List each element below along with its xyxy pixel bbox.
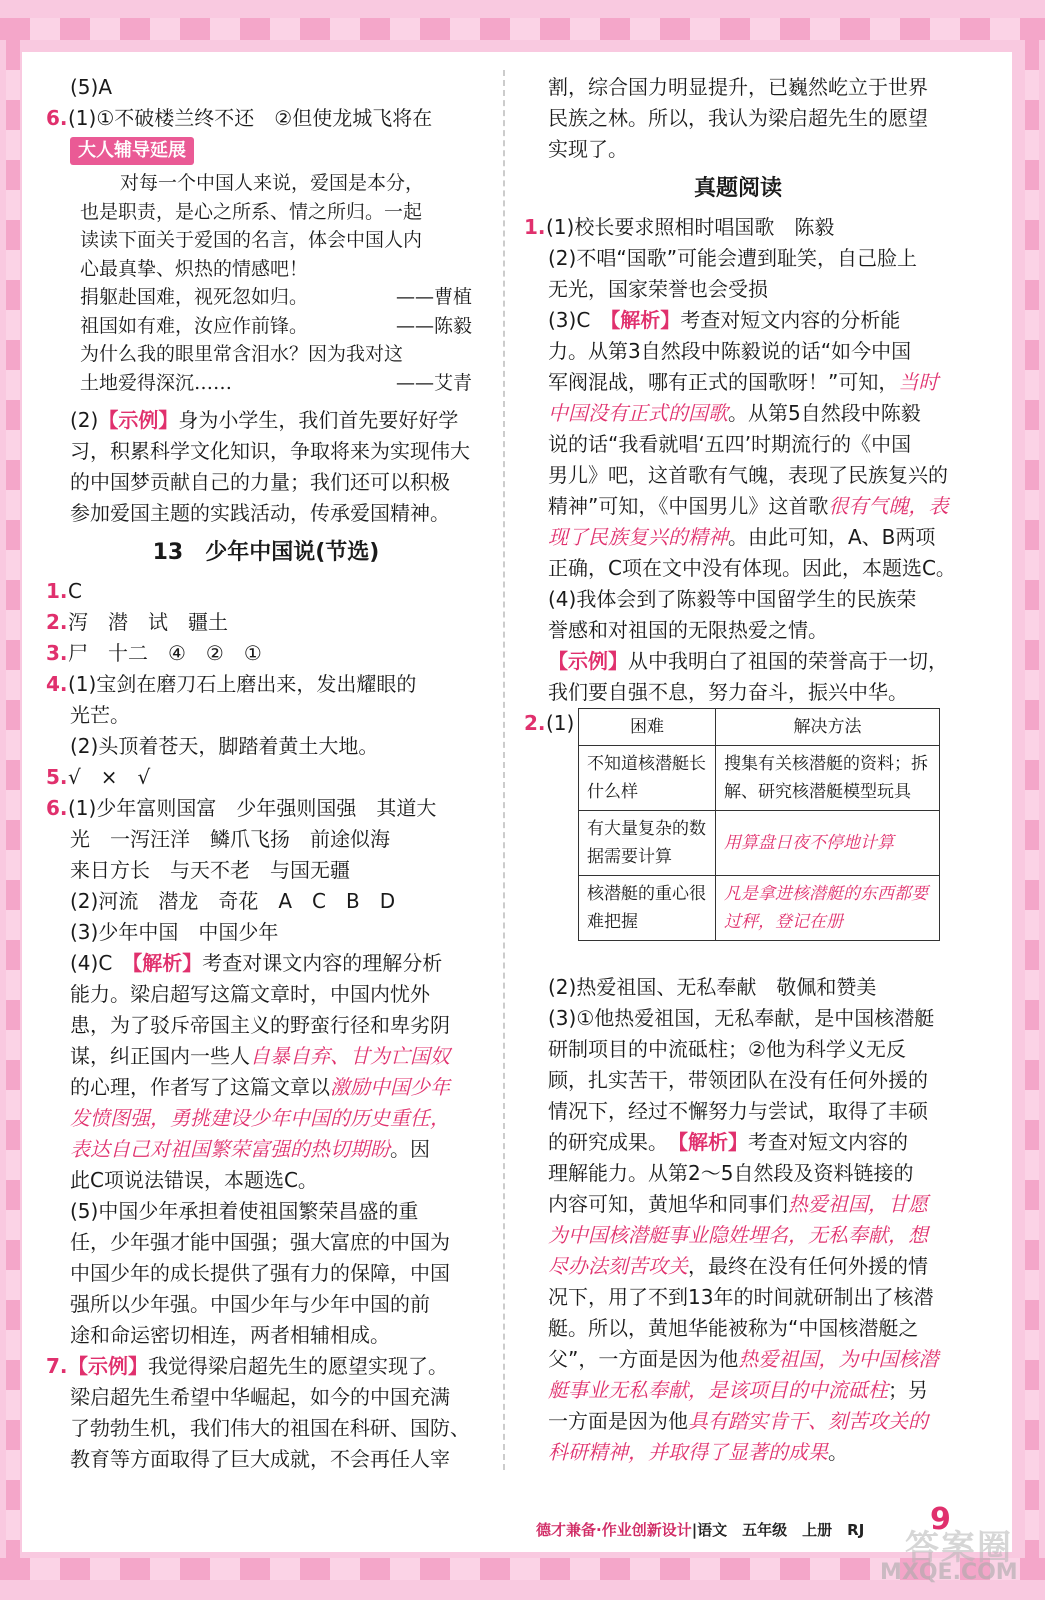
answer-line: 考查对短文内容的分析能 [680,308,901,332]
answer-line: 的中国梦贡献自己的力量；我们还可以积极 [70,470,450,494]
example-label: 【示例】 [68,1354,148,1378]
answer-line: 男儿》吧，这首歌有气魄，表现了民族复兴的 [548,463,948,487]
answer-line: 说的话“我看就唱‘五四’时期流行的《中国 [548,432,912,456]
answer-line: 途和命运密切相连，两者相辅相成。 [70,1323,390,1347]
question-number: 6. [46,106,68,130]
table-cell: 用算盘日夜不停地计算 [716,811,940,876]
answer-line: (2)头顶着苍天，脚踏着黄土大地。 [70,734,379,758]
table-row [579,746,940,811]
answer-line: 光 一泻汪洋 鳞爪飞扬 前途似海 [70,827,390,851]
table-header: 困难 [579,709,716,746]
extension-text: 心最真挚、炽热的情感吧！ [80,257,309,280]
watermark-logo: 答案圈 [905,1528,1013,1568]
answer-line: 任，少年强才能中国强；强大富庶的中国为 [70,1230,450,1254]
answer-line: 身为小学生，我们首先要好好学 [178,408,459,432]
answer-line: 情况下，经过不懈努力与尝试，取得了丰硕 [548,1099,928,1123]
answer-line: 精神”可知，《中国男儿》这首歌 [548,494,829,518]
highlighted-text: 具有踏实肯干、刻苦攻关的 [688,1409,928,1433]
answer-line: (1)①不破楼兰终不还 ②但使龙城飞将在 [68,106,433,130]
highlighted-text: 发愤图强，勇挑建设少年中国的历史重任， [70,1106,450,1130]
quote-line [80,312,486,341]
question-2-block [524,708,952,972]
answer-line: 尸 十二 ④ ② ① [68,641,262,665]
extension-tag: 大人辅导延展 [70,137,194,165]
answer-line: 能力。梁启超写这篇文章时，中国内忧外 [70,982,430,1006]
quote-line [80,283,486,312]
quote-line [80,340,486,369]
answer-line: √ × √ [68,765,151,789]
answer-line: 教育等方面取得了巨大成就，不会再任人宰 [70,1447,450,1471]
answer-line: 无光，国家荣誉也会受损 [548,277,768,301]
highlighted-text: 科研精神，并取得了显著的成果 [548,1440,828,1464]
answer-line: 。从第5自然段中陈毅 [728,401,921,425]
highlighted-text: 艇事业无私奉献，是该项目的中流砥柱 [548,1378,888,1402]
quote-text: 祖国如有难，汝应作前锋。 [80,314,309,337]
highlighted-text: 尽办法刻苦攻关 [548,1254,688,1278]
highlighted-text: 很有气魄，表 [828,494,949,518]
extension-text: 对每一个中国人来说，爱国是本分， [120,172,425,194]
answer-line: 研制项目的中流砥柱；②他为科学义无反 [548,1037,906,1061]
footer-series [536,1519,864,1540]
answer-line: (5)A [70,75,113,99]
section-title: 真题阅读 [693,176,782,201]
answer-line: 力。从第3自然段中陈毅说的话“如今中国 [548,339,912,363]
answer-line: 参加爱国主题的实践活动，传承爱国精神。 [70,501,450,525]
answer-line: 。 [828,1440,848,1464]
answer-line: (2) [70,408,99,432]
answer-line: 此C项说法错误，本题选C。 [70,1168,318,1192]
table-row [579,811,940,876]
answer-line: (2)热爱祖国、无私奉献 敬佩和赞美 [548,975,877,999]
table-header-row [579,709,940,746]
answer-line: 民族之林。所以，我认为梁启超先生的愿望 [548,106,928,130]
answer-line: 考查对短文内容的 [748,1130,908,1154]
highlighted-text: 热爱祖国，甘愿 [788,1192,928,1216]
highlighted-text: 当时 [898,370,939,394]
answer-line: (2)河流 潜龙 奇花 A C B D [70,889,396,913]
question-number: 2. [46,610,68,634]
decorative-left-border [6,40,20,1560]
question-number: 5. [46,765,68,789]
answer-line: 的心理，作者写了这篇文章以 [70,1075,330,1099]
answer-line: 考查对课文内容的理解分析 [202,951,443,975]
difficulty-solution-table [578,708,940,941]
quote-author: ——艾青 [395,371,472,394]
highlighted-text: 热爱祖国，为中国核潜 [738,1347,939,1371]
table-cell: 凡是拿进核潜艇的东西都要过秤，登记在册 [716,876,940,941]
answer-line: 实现了。 [548,137,628,161]
answer-line: 我们要自强不息，努力奋斗，振兴中华。 [548,680,908,704]
answer-line: (4)我体会到了陈毅等中国留学生的民族荣 [548,587,917,611]
answer-line: 理解能力。从第2～5自然段及资料链接的 [548,1161,914,1185]
answer-line: 正确，C项在文中没有体现。因此，本题选C。 [548,556,956,580]
extension-box [46,169,486,397]
table-cell: 不知道核潜艇长什么样 [579,746,716,811]
answer-line: 。由此可知，A、B两项 [728,525,936,549]
answer-line: (3)少年中国 中国少年 [70,920,279,944]
answer-line: 强所以少年强。中国少年与少年中国的前 [70,1292,430,1316]
answer-line: (2)不唱“国歌”可能会遭到耻笑，自己脸上 [548,246,918,270]
series-brand: 德才兼备·作业创新设计 [536,1521,692,1539]
quote-text: 捐躯赴国难，视死忽如归。 [80,286,309,308]
grade-info: |语文 五年级 上册 RJ [691,1521,865,1539]
column-divider [503,70,505,1470]
decorative-top-border [0,18,1045,40]
answer-line: 内容可知，黄旭华和同事们 [548,1192,788,1216]
quote-text: 土地爱得深沉…… [80,371,233,394]
right-column [524,72,956,1468]
answer-line: 光芒。 [70,703,130,727]
answer-line: (1)宝剑在磨刀石上磨出来，发出耀眼的 [68,672,417,696]
answer-line: 。因 [390,1137,430,1161]
table-header: 解决方法 [716,709,940,746]
decorative-right-border [1025,40,1039,1560]
question-number: 2. [524,711,546,735]
answer-line: 誉感和对祖国的无限热爱之情。 [548,618,828,642]
page-number: 9 [930,1502,951,1537]
analysis-label: 【解析】 [132,951,203,975]
answer-line: 中国少年的成长提供了强有力的保障，中国 [70,1261,450,1285]
left-column [46,72,486,1475]
highlighted-text: 现了民族复兴的精神 [548,525,728,549]
quote-author: ——陈毅 [395,314,472,337]
highlighted-text: 为中国核潜艇事业隐姓埋名，无私奉献，想 [548,1223,928,1247]
answer-line: ，最终在没有任何外援的情 [688,1254,928,1278]
answer-line: (5)中国少年承担着使祖国繁荣昌盛的重 [70,1199,419,1223]
answer-line: 梁启超先生希望中华崛起，如今的中国充满 [70,1385,450,1409]
answer-line: (1) [546,711,575,735]
analysis-label: 【解析】 [610,308,681,332]
extension-text: 读读下面关于爱国的名言，体会中国人内 [80,229,423,251]
answer-line: (1)校长要求照相时唱国歌 陈毅 [546,215,835,239]
question-number: 3. [46,641,68,665]
answer-line: (1)少年富则国富 少年强则国强 其道大 [68,796,437,820]
answer-line: (3)①他热爱祖国，无私奉献，是中国核潜艇 [548,1006,935,1030]
example-label: 【示例】 [548,649,628,673]
answer-line: 从中我明白了祖国的荣誉高于一切， [628,649,948,673]
answer-line: ；另 [888,1378,928,1402]
answer-line: 我觉得梁启超先生的愿望实现了。 [148,1354,448,1378]
table-cell: 有大量复杂的数据需要计算 [579,811,716,876]
answer-line: 割，综合国力明显提升，已巍然屹立于世界 [548,75,928,99]
answer-line: (3)C [548,308,611,332]
table-cell: 核潜艇的重心很难把握 [579,876,716,941]
answer-line: 谋，纠正国内一些人 [70,1044,250,1068]
answer-line: 艇。所以，黄旭华能被称为“中国核潜艇之 [548,1316,919,1340]
highlighted-text: 中国没有正式的国歌 [548,401,728,425]
question-number: 6. [46,796,68,820]
answer-line: 的研究成果。 [548,1130,678,1154]
analysis-label: 【解析】 [678,1130,748,1154]
quote-author: ——曹植 [395,286,472,308]
question-number: 7. [46,1354,68,1378]
quote-line [80,369,486,398]
table-cell: 搜集有关核潜艇的资料；拆解、研究核潜艇模型玩具 [716,746,940,811]
quote-text: 为什么我的眼里常含泪水？因为我对这 [80,343,404,365]
lesson-title: 13 少年中国说(节选) [152,540,380,565]
table-row [579,876,940,941]
answer-line: 况下，用了不到13年的时间就研制出了核潜 [548,1285,934,1309]
highlighted-text: 激励中国少年 [330,1075,450,1099]
highlighted-text: 自暴自弃、甘为亡国奴 [250,1044,450,1068]
answer-line: 父”，一方面是因为他 [548,1347,739,1371]
question-number: 1. [46,579,68,603]
example-label: 【示例】 [98,408,179,432]
question-number: 1. [524,215,546,239]
answer-line: 泻 潜 试 疆土 [68,610,228,634]
highlighted-text: 表达自己对祖国繁荣富强的热切期盼 [70,1137,390,1161]
answer-line: 军阀混战，哪有正式的国歌呀！”可知， [548,370,899,394]
answer-line: 习，积累科学文化知识，争取将来为实现伟大 [70,439,470,463]
answer-line: 患，为了驳斥帝国主义的野蛮行径和卑劣阴 [70,1013,450,1037]
answer-line: 一方面是因为他 [548,1409,688,1433]
answer-line: C [68,579,82,603]
answer-line: 顾，扎实苦干，带领团队在没有任何外援的 [548,1068,928,1092]
extension-text: 也是职责，是心之所系、情之所归。一起 [80,200,423,223]
question-number: 4. [46,672,68,696]
watermark-url: MXQE.COM [880,1560,1018,1585]
answer-line: (4)C [70,951,133,975]
answer-line: 了勃勃生机，我们伟大的祖国在科研、国防、 [70,1416,470,1440]
answer-line: 来日方长 与天不老 与国无疆 [70,858,350,882]
